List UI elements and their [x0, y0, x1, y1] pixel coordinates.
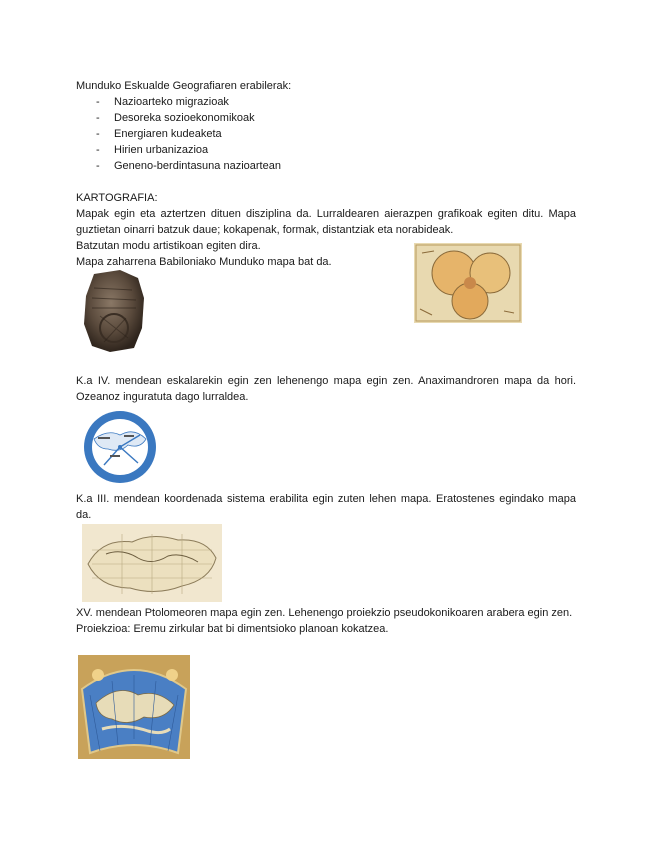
eratosthenes-map-image — [82, 524, 222, 602]
ptolemy-note: XV. mendean Ptolomeoren mapa egin zen. Lehenengo proiekzio pseudokonikoaren arabera egin zen. — [76, 607, 573, 619]
list-item: - Geneno-berdintasuna nazioartean — [96, 158, 576, 174]
babylonian-note: Mapa zaharrena Babiloniako Munduko mapa bat da. — [76, 256, 332, 268]
list-item: - Nazioarteko migrazioak — [96, 94, 576, 110]
uses-list — [76, 94, 576, 174]
anaximander-section — [76, 373, 576, 405]
ptolemy-section — [76, 605, 576, 637]
anaximander-note: K.a IV. mendean eskalarekin egin zen lehenengo mapa egin zen. Anaximandroren mapa da hori. Ozeanoz inguratuta dago lurraldea. — [76, 375, 576, 403]
document-body — [76, 78, 576, 270]
section-title: KARTOGRAFIA: — [76, 192, 158, 204]
ptolemy-map-image — [78, 655, 190, 759]
babylonian-tablet-image — [80, 268, 148, 354]
eratosthenes-note: K.a III. mendean koordenada sistema erabilita egin zuten lehen mapa. Eratostenes egindako mapa da. — [76, 493, 576, 521]
list-item: - Desoreka sozioekonomikoak — [96, 110, 576, 126]
list-item: - Hirien urbanizazioa — [96, 142, 576, 158]
eratosthenes-section — [76, 491, 576, 523]
babylonian-world-map-image — [414, 243, 522, 323]
artistic-note: Batzutan modu artistikoan egiten dira. — [76, 240, 261, 252]
anaximander-map-image — [80, 409, 160, 485]
cartography-definition: Mapak egin eta aztertzen dituen disziplina da. Lurraldearen aierazpen grafikoak egiten ditu. Mapa guztietan oinarri batzuk daue; kokapenak, formak, distantziak eta norabideak. — [76, 208, 576, 236]
projection-definition: Proiekzioa: Eremu zirkular bat bi dimentsioko planoan kokatzea. — [76, 623, 389, 635]
intro-heading: Munduko Eskualde Geografiaren erabilerak: — [76, 80, 292, 92]
list-item: - Energiaren kudeaketa — [96, 126, 576, 142]
